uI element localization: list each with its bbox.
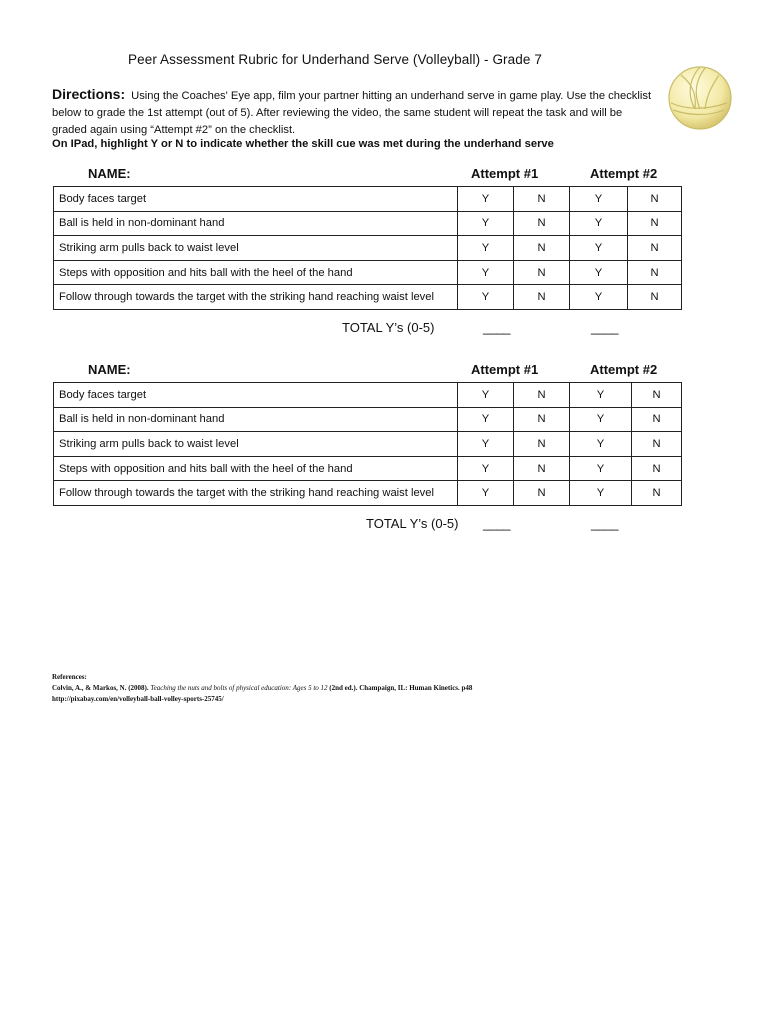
attempt-1-no[interactable]: N bbox=[514, 211, 570, 236]
citation-title: Teaching the nuts and bolts of physical education: Ages 5 to 12 bbox=[150, 684, 328, 692]
attempt-2-yes[interactable]: Y bbox=[570, 211, 628, 236]
skill-cue: Steps with opposition and hits ball with the heel of the hand bbox=[54, 456, 458, 481]
attempt-2-no[interactable]: N bbox=[628, 187, 682, 212]
attempt-2-total-blank[interactable]: ____ bbox=[591, 515, 618, 531]
attempt-2-label: Attempt #2 bbox=[590, 362, 658, 377]
attempt-2-no[interactable]: N bbox=[632, 432, 682, 457]
rubric-table bbox=[53, 382, 682, 506]
skill-cue: Steps with opposition and hits ball with the heel of the hand bbox=[54, 260, 458, 285]
references-heading: References: bbox=[52, 673, 87, 681]
rubric-section-2 bbox=[53, 362, 681, 540]
skill-cue: Body faces target bbox=[54, 187, 458, 212]
ipad-instruction: On IPad, highlight Y or N to indicate whether the skill cue was met during the underhand serve bbox=[52, 138, 554, 150]
rubric-section-1 bbox=[53, 166, 681, 344]
skill-cue: Follow through towards the target with the striking hand reaching waist level bbox=[54, 481, 458, 506]
table-row bbox=[54, 383, 682, 408]
attempt-2-label: Attempt #2 bbox=[590, 166, 658, 181]
attempt-2-no[interactable]: N bbox=[628, 211, 682, 236]
attempt-1-no[interactable]: N bbox=[514, 285, 570, 310]
table-row bbox=[54, 432, 682, 457]
attempt-2-yes[interactable]: Y bbox=[570, 383, 632, 408]
table-row bbox=[54, 236, 682, 261]
attempt-1-yes[interactable]: Y bbox=[458, 456, 514, 481]
attempt-1-label: Attempt #1 bbox=[471, 362, 539, 377]
volleyball-icon bbox=[667, 65, 733, 131]
attempt-2-total-blank[interactable]: ____ bbox=[591, 319, 618, 335]
references-citation bbox=[52, 683, 472, 694]
rubric-header bbox=[53, 362, 681, 382]
page-title: Peer Assessment Rubric for Underhand Serve (Volleyball) - Grade 7 bbox=[128, 52, 542, 67]
attempt-1-total-blank[interactable]: ____ bbox=[483, 319, 510, 335]
table-row bbox=[54, 260, 682, 285]
attempt-1-no[interactable]: N bbox=[514, 383, 570, 408]
attempt-2-yes[interactable]: Y bbox=[570, 407, 632, 432]
attempt-2-yes[interactable]: Y bbox=[570, 285, 628, 310]
skill-cue: Striking arm pulls back to waist level bbox=[54, 236, 458, 261]
skill-cue: Body faces target bbox=[54, 383, 458, 408]
table-row bbox=[54, 456, 682, 481]
table-row bbox=[54, 187, 682, 212]
attempt-1-label: Attempt #1 bbox=[471, 166, 539, 181]
attempt-2-no[interactable]: N bbox=[632, 407, 682, 432]
attempt-1-yes[interactable]: Y bbox=[458, 236, 514, 261]
total-row bbox=[53, 320, 681, 344]
citation-details: (2nd ed.). Champaign, IL: Human Kinetics. p48 bbox=[329, 684, 473, 692]
attempt-2-yes[interactable]: Y bbox=[570, 236, 628, 261]
directions bbox=[52, 86, 652, 139]
attempt-1-yes[interactable]: Y bbox=[458, 285, 514, 310]
attempt-1-no[interactable]: N bbox=[514, 456, 570, 481]
attempt-1-yes[interactable]: Y bbox=[458, 407, 514, 432]
attempt-1-yes[interactable]: Y bbox=[458, 383, 514, 408]
attempt-1-no[interactable]: N bbox=[514, 260, 570, 285]
table-row bbox=[54, 211, 682, 236]
name-label: NAME: bbox=[88, 166, 131, 181]
attempt-2-no[interactable]: N bbox=[632, 481, 682, 506]
attempt-2-no[interactable]: N bbox=[632, 383, 682, 408]
attempt-1-no[interactable]: N bbox=[514, 236, 570, 261]
table-row bbox=[54, 407, 682, 432]
total-label: TOTAL Y’s (0-5) bbox=[366, 515, 459, 531]
references bbox=[52, 672, 472, 705]
attempt-1-total-blank[interactable]: ____ bbox=[483, 515, 510, 531]
rubric-header bbox=[53, 166, 681, 186]
directions-label: Directions: bbox=[52, 86, 126, 102]
table-row bbox=[54, 285, 682, 310]
name-label: NAME: bbox=[88, 362, 131, 377]
attempt-1-yes[interactable]: Y bbox=[458, 432, 514, 457]
attempt-2-yes[interactable]: Y bbox=[570, 187, 628, 212]
attempt-1-no[interactable]: N bbox=[514, 407, 570, 432]
attempt-1-yes[interactable]: Y bbox=[458, 211, 514, 236]
attempt-2-no[interactable]: N bbox=[628, 260, 682, 285]
attempt-2-yes[interactable]: Y bbox=[570, 260, 628, 285]
directions-text: Using the Coaches' Eye app, film your partner hitting an underhand serve in game play. Use the checklist below to grade the 1st attempt (out of 5). After reviewing the video, the same student will repeat the task and will be graded again using “Attempt #2” on the checklist. bbox=[52, 90, 652, 136]
attempt-2-yes[interactable]: Y bbox=[570, 432, 632, 457]
citation-authors: Colvin, A., & Markos, N. (2008). bbox=[52, 684, 149, 692]
total-row bbox=[53, 516, 681, 540]
attempt-2-no[interactable]: N bbox=[628, 285, 682, 310]
table-row bbox=[54, 481, 682, 506]
attempt-1-no[interactable]: N bbox=[514, 432, 570, 457]
attempt-1-yes[interactable]: Y bbox=[458, 260, 514, 285]
attempt-2-yes[interactable]: Y bbox=[570, 481, 632, 506]
skill-cue: Ball is held in non-dominant hand bbox=[54, 407, 458, 432]
attempt-1-no[interactable]: N bbox=[514, 481, 570, 506]
attempt-1-no[interactable]: N bbox=[514, 187, 570, 212]
skill-cue: Ball is held in non-dominant hand bbox=[54, 211, 458, 236]
attempt-1-yes[interactable]: Y bbox=[458, 187, 514, 212]
references-url[interactable]: http://pixabay.com/en/volleyball-ball-volley-sports-25745/ bbox=[52, 695, 224, 703]
attempt-2-no[interactable]: N bbox=[628, 236, 682, 261]
total-label: TOTAL Y’s (0-5) bbox=[342, 319, 435, 335]
skill-cue: Striking arm pulls back to waist level bbox=[54, 432, 458, 457]
skill-cue: Follow through towards the target with the striking hand reaching waist level bbox=[54, 285, 458, 310]
attempt-2-yes[interactable]: Y bbox=[570, 456, 632, 481]
attempt-2-no[interactable]: N bbox=[632, 456, 682, 481]
rubric-table bbox=[53, 186, 682, 310]
attempt-1-yes[interactable]: Y bbox=[458, 481, 514, 506]
